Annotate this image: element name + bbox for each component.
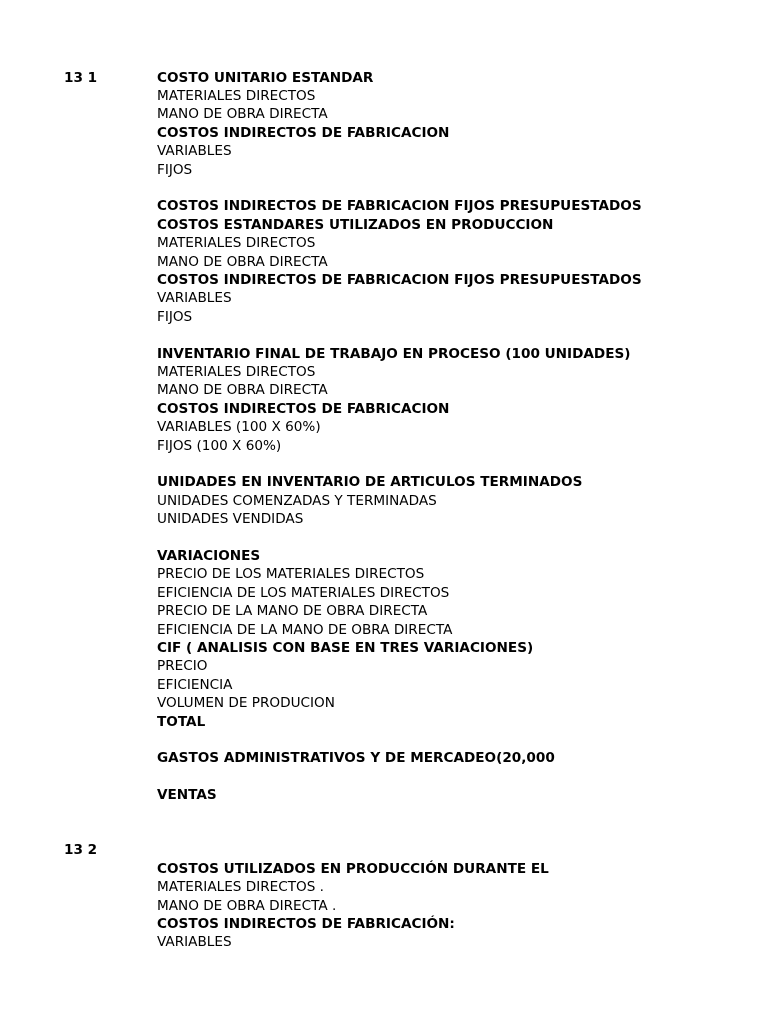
row-heading: COSTOS INDIRECTOS DE FABRICACION FIJOS PRESUPUESTADOS xyxy=(157,198,642,215)
sheet-row xyxy=(0,584,768,602)
sheet-row xyxy=(0,253,768,271)
sheet-row xyxy=(0,69,768,87)
row-heading: VARIACIONES xyxy=(157,547,261,564)
row-heading: COSTO UNITARIO ESTANDAR xyxy=(157,69,374,86)
row-label: VARIABLES xyxy=(157,143,232,160)
sheet-row xyxy=(0,418,768,436)
sheet-row xyxy=(0,933,768,951)
sheet-row xyxy=(0,547,768,565)
row-label: PRECIO xyxy=(157,658,208,675)
row-label: EFICIENCIA xyxy=(157,676,233,693)
sheet-row xyxy=(0,860,768,878)
sheet-row xyxy=(0,400,768,418)
sheet-row xyxy=(0,786,768,804)
row-label: VARIABLES xyxy=(157,934,232,951)
sheet-row xyxy=(0,768,768,786)
section-number: 13 1 xyxy=(64,69,98,86)
row-label: PRECIO DE LA MANO DE OBRA DIRECTA xyxy=(157,603,428,620)
row-label: VARIABLES xyxy=(157,290,232,307)
row-heading: COSTOS INDIRECTOS DE FABRICACION xyxy=(157,124,450,141)
sheet-row xyxy=(0,805,768,823)
row-label: EFICIENCIA DE LOS MATERIALES DIRECTOS xyxy=(157,584,450,601)
row-label: UNIDADES COMENZADAS Y TERMINADAS xyxy=(157,492,437,509)
sheet-row xyxy=(0,455,768,473)
sheet-row xyxy=(0,326,768,344)
sheet-row xyxy=(0,602,768,620)
sheet-row xyxy=(0,308,768,326)
row-label: FIJOS xyxy=(157,308,193,325)
sheet-row xyxy=(0,510,768,528)
sheet-row xyxy=(0,565,768,583)
row-label: MANO DE OBRA DIRECTA xyxy=(157,106,328,123)
sheet-row xyxy=(0,124,768,142)
sheet-row xyxy=(0,473,768,491)
row-heading: TOTAL xyxy=(157,713,206,730)
sheet-row xyxy=(0,694,768,712)
sheet-row xyxy=(0,841,768,859)
row-label: VOLUMEN DE PRODUCION xyxy=(157,695,335,712)
row-heading: COSTOS ESTANDARES UTILIZADOS EN PRODUCCION xyxy=(157,216,554,233)
sheet-row xyxy=(0,823,768,841)
sheet-row xyxy=(0,197,768,215)
row-heading: VENTAS xyxy=(157,787,217,804)
sheet-row xyxy=(0,492,768,510)
row-heading: COSTOS UTILIZADOS EN PRODUCCIÓN DURANTE EL xyxy=(157,860,549,877)
sheet-row xyxy=(0,878,768,896)
sheet-row xyxy=(0,105,768,123)
row-label: PRECIO DE LOS MATERIALES DIRECTOS xyxy=(157,566,425,583)
sheet-row xyxy=(0,713,768,731)
sheet-row xyxy=(0,216,768,234)
row-heading: UNIDADES EN INVENTARIO DE ARTICULOS TERMINADOS xyxy=(157,474,583,491)
row-label: MATERIALES DIRECTOS xyxy=(157,87,316,104)
sheet-row xyxy=(0,345,768,363)
sheet-row xyxy=(0,749,768,767)
row-label: MATERIALES DIRECTOS xyxy=(157,363,316,380)
row-heading: COSTOS INDIRECTOS DE FABRICACIÓN: xyxy=(157,915,455,932)
sheet-row xyxy=(0,142,768,160)
sheet-row xyxy=(0,731,768,749)
sheet-row xyxy=(0,676,768,694)
sheet-row xyxy=(0,915,768,933)
row-heading: INVENTARIO FINAL DE TRABAJO EN PROCESO (100 UNIDADES) xyxy=(157,345,631,362)
sheet-row xyxy=(0,271,768,289)
sheet-row xyxy=(0,87,768,105)
sheet-row xyxy=(0,897,768,915)
sheet-row xyxy=(0,657,768,675)
sheet-row xyxy=(0,437,768,455)
row-heading: CIF ( ANALISIS CON BASE EN TRES VARIACIONES) xyxy=(157,639,534,656)
row-label: MANO DE OBRA DIRECTA xyxy=(157,382,328,399)
sheet-row xyxy=(0,161,768,179)
sheet-row xyxy=(0,234,768,252)
row-label: MANO DE OBRA DIRECTA . xyxy=(157,897,337,914)
sheet-row xyxy=(0,179,768,197)
row-label: MATERIALES DIRECTOS . xyxy=(157,879,325,896)
section-number: 13 2 xyxy=(64,842,98,859)
sheet-row xyxy=(0,289,768,307)
row-label: UNIDADES VENDIDAS xyxy=(157,511,304,528)
row-label: EFICIENCIA DE LA MANO DE OBRA DIRECTA xyxy=(157,621,453,638)
sheet-row xyxy=(0,621,768,639)
row-label: MANO DE OBRA DIRECTA xyxy=(157,253,328,270)
sheet-row xyxy=(0,639,768,657)
row-label: VARIABLES (100 X 60%) xyxy=(157,419,321,436)
sheet-row xyxy=(0,381,768,399)
row-heading: COSTOS INDIRECTOS DE FABRICACION FIJOS PRESUPUESTADOS xyxy=(157,271,642,288)
row-label: FIJOS xyxy=(157,161,193,178)
sheet-row xyxy=(0,363,768,381)
row-heading: GASTOS ADMINISTRATIVOS Y DE MERCADEO(20,000 xyxy=(157,750,555,767)
row-label: FIJOS (100 X 60%) xyxy=(157,437,282,454)
row-heading: COSTOS INDIRECTOS DE FABRICACION xyxy=(157,400,450,417)
sheet-row xyxy=(0,529,768,547)
row-label: MATERIALES DIRECTOS xyxy=(157,235,316,252)
